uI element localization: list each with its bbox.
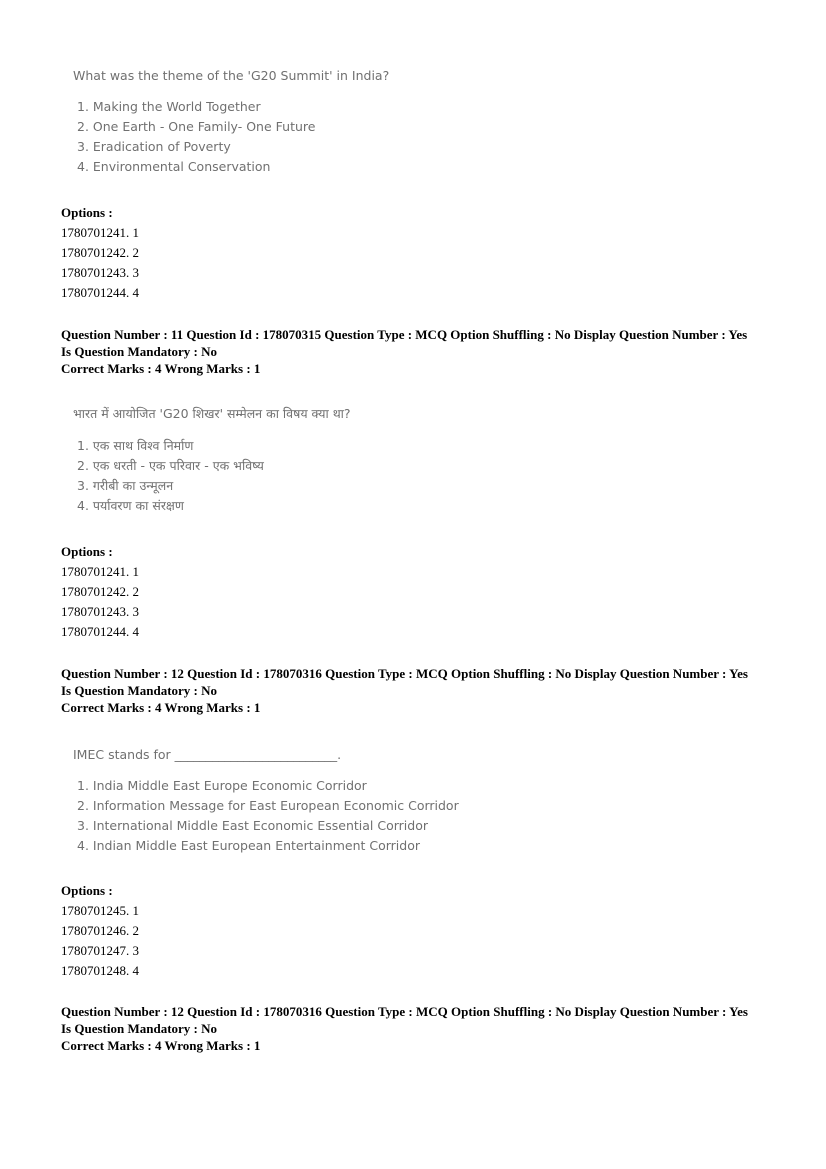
options-list [61, 881, 139, 981]
option-id: 1780701241. 1 [61, 564, 139, 579]
option-id: 1780701245. 1 [61, 903, 139, 918]
mandatory-line: Is Question Mandatory : No [61, 1021, 218, 1036]
image-option: 1. Making the World Together [77, 99, 261, 114]
question-meta [61, 326, 781, 377]
question-image-g20-english [73, 68, 389, 177]
question-meta-line: Question Number : 12 Question Id : 178070316 Question Type : MCQ Option Shuffling : No Display Question Number : Yes [61, 1004, 748, 1019]
mandatory-line: Is Question Mandatory : No [61, 344, 218, 359]
question-meta-line: Question Number : 11 Question Id : 178070315 Question Type : MCQ Option Shuffling : No Display Question Number : Yes [61, 327, 748, 342]
image-option: 4. पर्यावरण का संरक्षण [77, 498, 184, 513]
question-text: What was the theme of the 'G20 Summit' in India? [73, 68, 390, 83]
image-option: 2. Information Message for East European Economic Corridor [77, 798, 459, 813]
question-image-imec [73, 747, 459, 856]
option-id: 1780701241. 1 [61, 225, 139, 240]
options-list [61, 542, 139, 642]
question-text: IMEC stands for __________________________. [73, 747, 342, 762]
option-id: 1780701242. 2 [61, 245, 139, 260]
option-id: 1780701246. 2 [61, 923, 139, 938]
question-meta [61, 1003, 781, 1054]
option-id: 1780701243. 3 [61, 604, 139, 619]
marks-line: Correct Marks : 4 Wrong Marks : 1 [61, 1038, 261, 1053]
image-option: 3. International Middle East Economic Essential Corridor [77, 818, 428, 833]
mandatory-line: Is Question Mandatory : No [61, 683, 218, 698]
marks-line: Correct Marks : 4 Wrong Marks : 1 [61, 361, 261, 376]
image-option: 3. गरीबी का उन्मूलन [77, 478, 174, 493]
image-option: 4. Environmental Conservation [77, 159, 271, 174]
question-meta-line: Question Number : 12 Question Id : 178070316 Question Type : MCQ Option Shuffling : No Display Question Number : Yes [61, 666, 748, 681]
option-id: 1780701243. 3 [61, 265, 139, 280]
option-id: 1780701244. 4 [61, 624, 139, 639]
question-text: भारत में आयोजित 'G20 शिखर' सम्मेलन का विषय क्या था? [73, 406, 351, 421]
image-option: 1. एक साथ विश्व निर्माण [77, 438, 194, 453]
marks-line: Correct Marks : 4 Wrong Marks : 1 [61, 700, 261, 715]
image-option: 3. Eradication of Poverty [77, 139, 231, 154]
options-label: Options : [61, 883, 113, 898]
option-id: 1780701247. 3 [61, 943, 139, 958]
option-id: 1780701248. 4 [61, 963, 139, 978]
image-option: 1. India Middle East Europe Economic Corridor [77, 778, 367, 793]
question-image-g20-hindi [73, 405, 351, 516]
option-id: 1780701244. 4 [61, 285, 139, 300]
image-option: 4. Indian Middle East European Entertainment Corridor [77, 838, 420, 853]
option-id: 1780701242. 2 [61, 584, 139, 599]
options-list [61, 203, 139, 303]
question-meta [61, 665, 781, 716]
options-label: Options : [61, 544, 113, 559]
image-option: 2. One Earth - One Family- One Future [77, 119, 316, 134]
image-option: 2. एक धरती - एक परिवार - एक भविष्य [77, 458, 264, 473]
options-label: Options : [61, 205, 113, 220]
